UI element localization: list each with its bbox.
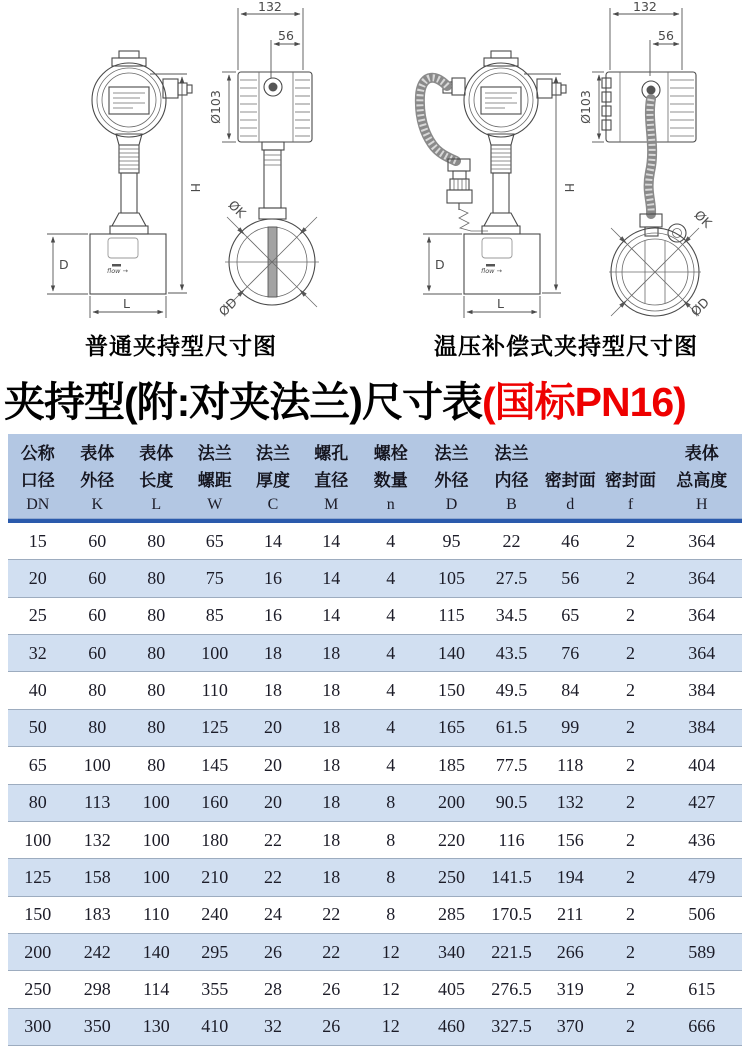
table-row-dn-250 [8, 970, 742, 1007]
page-title-standard: (国标PN16) [481, 379, 686, 425]
table-cell: 194 [556, 866, 584, 887]
table-cell: 100 [83, 754, 111, 775]
dim-label-L: L [497, 296, 504, 311]
table-cell: 156 [556, 829, 584, 850]
table-cell: 250 [24, 978, 52, 999]
table-cell: 132 [83, 829, 111, 850]
table-cell: 350 [83, 1016, 111, 1037]
left-front-view [47, 51, 203, 318]
table-cell: 100 [142, 829, 170, 850]
table-cell: 50 [28, 717, 47, 738]
table-cell: 2 [626, 568, 635, 589]
dim-label-diaD: ØD [215, 294, 241, 320]
table-cell: 210 [201, 866, 229, 887]
table-row-dn-25 [8, 597, 742, 634]
table-cell: 20 [264, 792, 282, 813]
table-row-dn-32 [8, 634, 742, 671]
table-cell: 80 [147, 530, 166, 551]
table-cell: 125 [24, 866, 52, 887]
table-cell: 24 [264, 904, 282, 925]
table-cell: 61.5 [495, 717, 528, 738]
table-cell: 34.5 [495, 605, 528, 626]
table-cell: 4 [386, 642, 396, 663]
table-cell: 250 [438, 866, 465, 887]
table-cell: 80 [147, 680, 166, 701]
table-cell: 506 [688, 904, 716, 925]
header-cell-f: 密封面 f [605, 471, 656, 513]
dimension-table [8, 434, 742, 1046]
table-cell: 60 [88, 530, 107, 551]
table-row-dn-65 [8, 746, 742, 783]
table-cell: 18 [322, 829, 341, 850]
table-cell: 15 [28, 530, 47, 551]
table-cell: 2 [626, 1016, 635, 1037]
table-cell: 180 [201, 829, 229, 850]
table-cell: 242 [83, 941, 111, 962]
table-row-dn-15 [8, 523, 742, 559]
header-cell-L: 表体 长度 L [139, 444, 174, 513]
table-cell: 2 [626, 605, 635, 626]
table-cell: 405 [438, 978, 465, 999]
table-cell: 16 [264, 568, 282, 589]
table-cell: 2 [626, 754, 635, 775]
table-cell: 80 [147, 605, 166, 626]
table-cell: 100 [142, 866, 170, 887]
table-cell: 2 [626, 829, 635, 850]
page-title [4, 369, 686, 428]
table-cell: 49.5 [495, 680, 528, 701]
table-cell: 2 [626, 941, 635, 962]
table-cell: 2 [626, 680, 635, 701]
table-cell: 384 [688, 717, 716, 738]
header-cell-C: 法兰 厚度 C [256, 444, 290, 513]
table-cell: 4 [386, 754, 396, 775]
dim-label-D: D [59, 257, 69, 272]
table-cell: 2 [626, 717, 635, 738]
table-cell: 80 [147, 568, 166, 589]
header-cell-DN: 公称 口径 DN [20, 444, 55, 513]
table-cell: 370 [556, 1016, 584, 1037]
dim-label-H: H [562, 183, 577, 193]
dim-label-56: 56 [278, 28, 294, 43]
header-cell-n: 螺栓 数量 n [373, 444, 408, 513]
table-cell: 479 [688, 866, 716, 887]
flow-direction-label: flow → [107, 267, 129, 275]
table-cell: 8 [386, 829, 396, 850]
table-cell: 140 [438, 642, 465, 663]
table-cell: 18 [322, 792, 341, 813]
table-cell: 4 [386, 717, 396, 738]
table-cell: 319 [556, 978, 584, 999]
table-cell: 266 [556, 941, 584, 962]
table-cell: 105 [438, 568, 465, 589]
table-cell: 90.5 [495, 792, 528, 813]
table-cell: 18 [264, 642, 282, 663]
table-cell: 99 [561, 717, 580, 738]
table-cell: 4 [386, 568, 396, 589]
table-cell: 615 [688, 978, 716, 999]
dim-label-132: 132 [258, 0, 282, 14]
table-cell: 118 [557, 754, 584, 775]
right-side-view [578, 0, 715, 319]
table-cell: 20 [28, 568, 47, 589]
table-cell: 2 [626, 866, 635, 887]
header-cell-B: 法兰 内径 B [494, 444, 529, 513]
table-cell: 22 [264, 829, 282, 850]
table-cell: 65 [561, 605, 580, 626]
table-cell: 211 [557, 904, 584, 925]
table-cell: 80 [88, 717, 107, 738]
table-cell: 28 [264, 978, 282, 999]
table-cell: 80 [28, 792, 47, 813]
table-body [8, 523, 742, 1046]
table-row-dn-40 [8, 671, 742, 708]
table-cell: 141.5 [491, 866, 532, 887]
table-cell: 14 [322, 568, 341, 589]
table-cell: 95 [442, 530, 461, 551]
table-cell: 113 [84, 792, 111, 813]
table-cell: 158 [83, 866, 111, 887]
table-cell: 364 [688, 530, 716, 551]
left-side-view [208, 0, 319, 319]
table-row-dn-20 [8, 559, 742, 596]
table-cell: 100 [201, 642, 229, 663]
flow-direction-label: flow → [481, 267, 503, 275]
table-cell: 130 [142, 1016, 170, 1037]
table-cell: 76 [561, 642, 580, 663]
table-header-row [8, 434, 742, 518]
table-cell: 26 [322, 1016, 341, 1037]
table-cell: 295 [201, 941, 229, 962]
table-cell: 18 [264, 680, 282, 701]
table-cell: 75 [205, 568, 224, 589]
table-cell: 185 [438, 754, 465, 775]
table-cell: 32 [28, 642, 47, 663]
table-cell: 18 [322, 754, 341, 775]
table-cell: 85 [205, 605, 224, 626]
table-cell: 12 [381, 1016, 400, 1037]
dim-label-dia103: Ø103 [578, 90, 593, 124]
table-row-dn-50 [8, 709, 742, 746]
table-cell: 65 [28, 754, 47, 775]
table-cell: 27.5 [495, 568, 528, 589]
table-cell: 110 [201, 680, 228, 701]
table-cell: 285 [438, 904, 465, 925]
dim-label-diaK: ØK [691, 207, 715, 231]
table-cell: 125 [201, 717, 229, 738]
dim-label-diaK: ØK [225, 197, 249, 221]
table-cell: 364 [688, 568, 716, 589]
table-cell: 2 [626, 904, 635, 925]
table-cell: 14 [322, 530, 341, 551]
table-cell: 115 [438, 605, 465, 626]
table-cell: 4 [386, 605, 396, 626]
table-row-dn-200 [8, 933, 742, 970]
table-cell: 436 [688, 829, 716, 850]
table-cell: 200 [24, 941, 52, 962]
header-cell-H: 表体 总高度 H [676, 444, 728, 513]
table-cell: 18 [322, 680, 341, 701]
table-cell: 170.5 [491, 904, 532, 925]
page-title-main: 夹持型(附:对夹法兰)尺寸表 [4, 379, 482, 425]
table-cell: 20 [264, 717, 282, 738]
table-cell: 32 [264, 1016, 282, 1037]
table-cell: 460 [438, 1016, 465, 1037]
table-cell: 427 [688, 792, 716, 813]
dimension-drawings [0, 0, 750, 322]
table-cell: 43.5 [495, 642, 528, 663]
table-cell: 140 [142, 941, 170, 962]
table-cell: 4 [386, 530, 396, 551]
table-cell: 20 [264, 754, 282, 775]
table-cell: 60 [88, 568, 107, 589]
table-cell: 14 [322, 605, 341, 626]
header-cell-K: 表体 外径 K [80, 444, 115, 513]
header-cell-d: 密封面 d [544, 471, 596, 513]
table-cell: 364 [688, 605, 716, 626]
table-cell: 132 [556, 792, 584, 813]
table-cell: 56 [561, 568, 580, 589]
table-cell: 2 [626, 530, 635, 551]
right-drawing-caption: 温压补偿式夹持型尺寸图 [434, 333, 698, 359]
table-cell: 22 [322, 904, 341, 925]
right-front-view [420, 51, 577, 318]
table-cell: 26 [264, 941, 282, 962]
table-cell: 14 [264, 530, 282, 551]
dim-label-dia103: Ø103 [208, 90, 223, 124]
table-cell: 26 [322, 978, 341, 999]
table-row-dn-125 [8, 858, 742, 895]
table-cell: 145 [201, 754, 229, 775]
table-cell: 114 [143, 978, 170, 999]
table-cell: 22 [264, 866, 282, 887]
table-cell: 110 [143, 904, 170, 925]
table-cell: 300 [24, 1016, 52, 1037]
left-drawing-caption: 普通夹持型尺寸图 [85, 333, 277, 359]
header-cell-M: 螺孔 直径 M [314, 444, 349, 513]
table-cell: 80 [147, 754, 166, 775]
dim-label-D: D [435, 257, 445, 272]
table-cell: 160 [201, 792, 229, 813]
table-cell: 4 [386, 680, 396, 701]
table-cell: 18 [322, 866, 341, 887]
table-cell: 18 [322, 642, 341, 663]
dim-label-L: L [123, 296, 130, 311]
table-cell: 60 [88, 642, 107, 663]
dim-label-132: 132 [633, 0, 657, 14]
table-row-dn-100 [8, 821, 742, 858]
table-row-dn-150 [8, 896, 742, 933]
header-cell-D: 法兰 外径 D [434, 444, 469, 513]
table-cell: 150 [24, 904, 52, 925]
table-cell: 2 [626, 642, 635, 663]
dim-label-diaD: ØD [687, 294, 713, 320]
table-cell: 276.5 [491, 978, 532, 999]
dim-label-56: 56 [658, 28, 674, 43]
table-cell: 12 [381, 978, 400, 999]
table-cell: 22 [322, 941, 341, 962]
table-cell: 60 [88, 605, 107, 626]
table-cell: 404 [688, 754, 716, 775]
table-cell: 200 [438, 792, 465, 813]
table-row-dn-300 [8, 1008, 742, 1045]
table-cell: 221.5 [491, 941, 532, 962]
table-cell: 355 [201, 978, 229, 999]
table-cell: 8 [386, 866, 396, 887]
table-cell: 384 [688, 680, 716, 701]
table-cell: 18 [322, 717, 341, 738]
table-cell: 364 [688, 642, 716, 663]
header-cell-W: 法兰 螺距 W [197, 444, 232, 513]
table-cell: 77.5 [495, 754, 528, 775]
table-cell: 100 [142, 792, 170, 813]
table-cell: 8 [386, 904, 396, 925]
table-cell: 2 [626, 978, 635, 999]
table-cell: 46 [561, 530, 580, 551]
dim-label-H: H [188, 183, 203, 193]
table-cell: 100 [24, 829, 52, 850]
table-cell: 220 [438, 829, 465, 850]
table-cell: 410 [201, 1016, 229, 1037]
table-cell: 16 [264, 605, 282, 626]
table-cell: 116 [498, 829, 525, 850]
table-cell: 25 [28, 605, 47, 626]
table-cell: 240 [201, 904, 229, 925]
table-cell: 666 [688, 1016, 716, 1037]
table-cell: 183 [83, 904, 111, 925]
table-row-dn-80 [8, 784, 742, 821]
table-cell: 298 [83, 978, 111, 999]
table-cell: 65 [205, 530, 224, 551]
table-cell: 327.5 [491, 1016, 532, 1037]
table-cell: 12 [381, 941, 400, 962]
table-cell: 340 [438, 941, 465, 962]
table-cell: 80 [147, 717, 166, 738]
table-cell: 22 [502, 530, 521, 551]
table-cell: 80 [88, 680, 107, 701]
table-cell: 150 [438, 680, 465, 701]
table-cell: 8 [386, 792, 396, 813]
table-cell: 165 [438, 717, 465, 738]
table-cell: 589 [688, 941, 716, 962]
table-cell: 80 [147, 642, 166, 663]
table-cell: 40 [28, 680, 47, 701]
table-cell: 2 [626, 792, 635, 813]
table-cell: 84 [561, 680, 580, 701]
